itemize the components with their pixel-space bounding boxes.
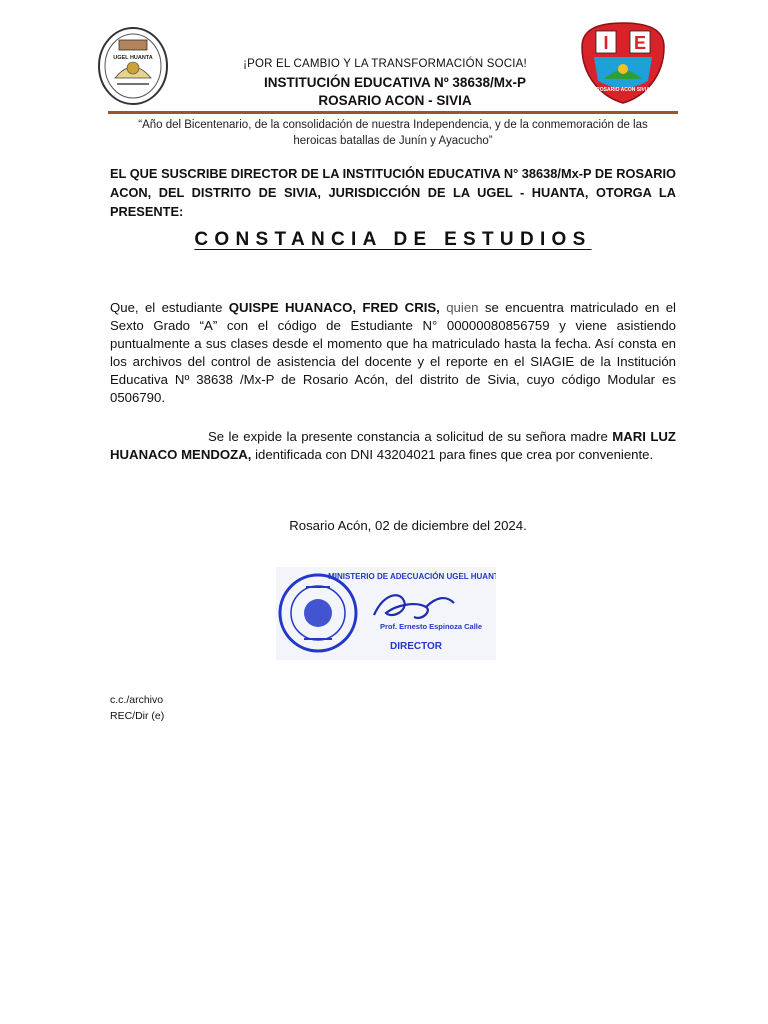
header-institution: INSTITUCIÓN EDUCATIVA Nº 38638/Mx-P: [264, 75, 526, 90]
header-rule: [108, 111, 678, 114]
p1-post: se encuentra matriculado en el Sexto Grado “A” con el código de Estudiante N° 00000080856759 y viene asistiendo puntualmente a sus clases desde el momento que ha matriculado hasta la fecha. Así consta en los archivos del control de asistencia del docente y el reporte en el SIAGIE de la Institución Educativa Nº 38638 /Mx-P de Rosario Acón, del distrito de Sivia, cuyo código Modular es 0506790.: [110, 300, 676, 405]
p1-pre: Que, el estudiante: [110, 300, 229, 315]
ie-logo-caption: ROSARIO ACON SIVIA: [596, 87, 650, 93]
issue-date: Rosario Acón, 02 de diciembre del 2024.: [289, 518, 527, 533]
p1-quien: quien: [439, 300, 479, 315]
year-motto: “Año del Bicentenario, de la consolidación de nuestra Independencia, y de la conmemoración de las heroicas batallas de Junín y Ayacucho”: [138, 119, 648, 147]
stamp-name-text: Prof. Ernesto Espinoza Calle: [379, 622, 483, 631]
mother-name: MARI LUZ HUANACO MENDOZA,: [110, 429, 676, 462]
document-title: [110, 229, 676, 251]
document-title-text: CONSTANCIA DE ESTUDIOS: [194, 229, 592, 250]
ugel-logo: [97, 26, 169, 106]
ugel-logo-text: UGEL HUANTA: [113, 55, 153, 61]
footer-ref: REC/Dir (e): [110, 710, 165, 722]
p2-pre: Se le expide la presente constancia a solicitud de su señora madre: [208, 429, 613, 444]
intro-paragraph: EL QUE SUSCRIBE DIRECTOR DE LA INSTITUCIÓN EDUCATIVA N° 38638/Mx-P DE ROSARIO ACON, DEL DISTRITO DE SIVIA, JURISDICCIÓN DE LA UGEL - HUANTA, OTORGA LA PRESENTE:: [110, 166, 676, 219]
director-stamp-signature: [276, 567, 496, 660]
ie-logo-letter-e: E: [633, 33, 647, 53]
stamp-role-text: DIRECTOR: [389, 641, 443, 652]
footer-cc: c.c./archivo: [110, 694, 164, 706]
header-location: ROSARIO ACON - SIVIA: [318, 93, 472, 108]
student-name: QUISPE HUANACO, FRED CRIS,: [228, 300, 440, 315]
header-slogan: ¡POR EL CAMBIO Y LA TRANSFORMACIÓN SOCIA!: [243, 58, 527, 70]
stamp-top-text: MINISTERIO DE ADECUACIÓN UGEL HUANTA: [328, 572, 496, 581]
ie-logo: [580, 21, 666, 105]
body-paragraph-2: [110, 428, 676, 464]
ie-logo-letter-i: I: [603, 33, 609, 53]
footer-references: [110, 692, 164, 724]
body-paragraph-1: [110, 299, 676, 407]
p2-post: identificada con DNI 43204021 para fines que crea por conveniente.: [251, 447, 654, 462]
